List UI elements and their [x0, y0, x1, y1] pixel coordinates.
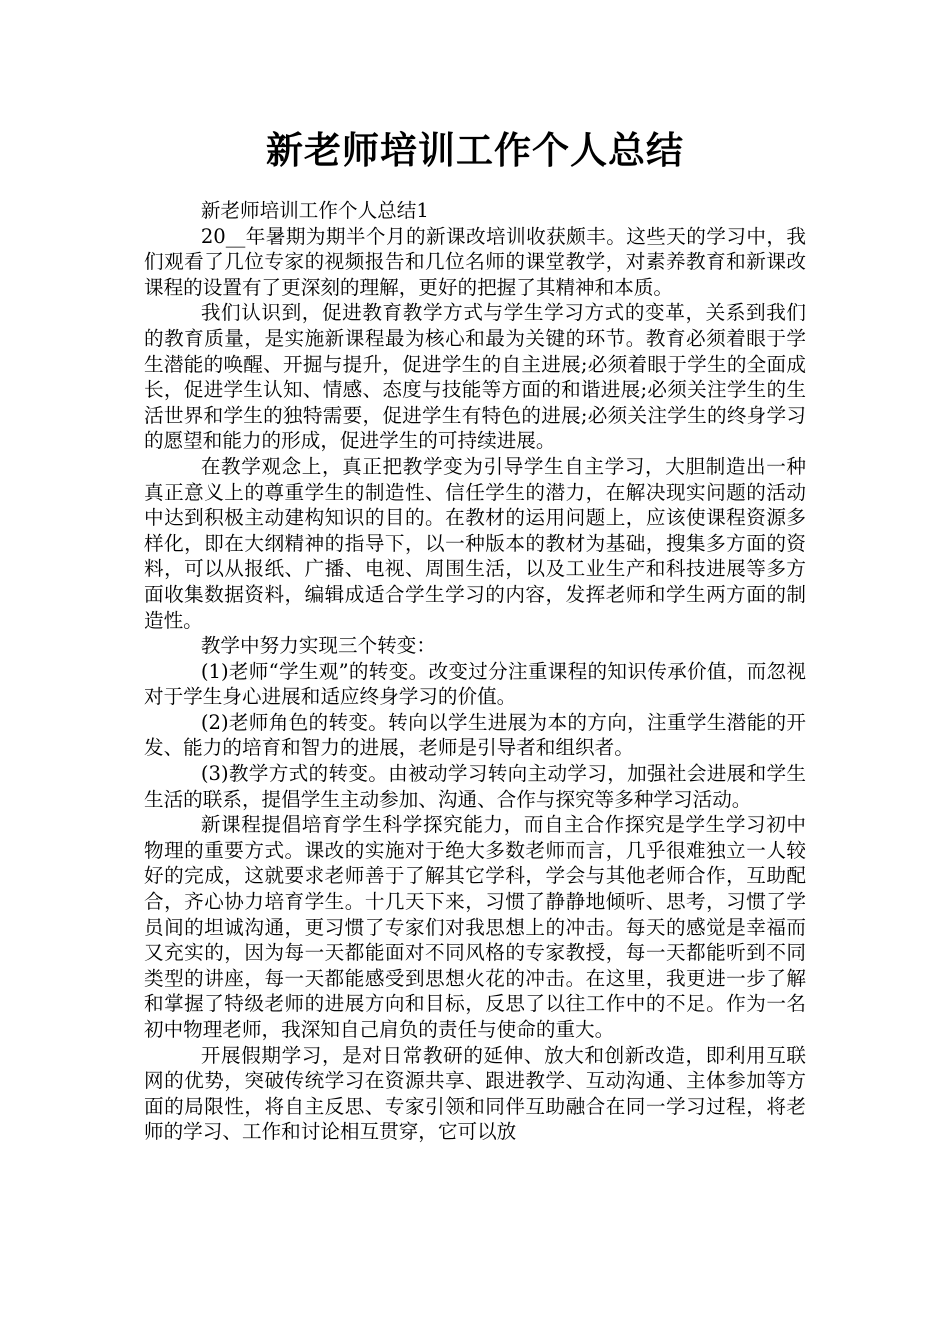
paragraph: 我们认识到，促进教育教学方式与学生学习方式的变革，关系到我们的教育质量，是实施新课程最为核心和最为关键的环节。教育必须着眼于学生潜能的唤醒、开掘与提升，促进学生的自主进展;必须着眼于学生的全面成长，促进学生认知、情感、态度与技能等方面的和谐进展;必须关注学生的生活世界和学生的独特需要，促进学生有特色的进展;必须关注学生的终身学习的愿望和能力的形成，促进学生的可持续进展。 [144, 301, 806, 453]
paragraph-heading: 新老师培训工作个人总结1 [200, 199, 429, 222]
paragraph: 20__年暑期为期半个月的新课改培训收获颇丰。这些天的学习中，我们观看了几位专家的视频报告和几位名师的课堂教学，对素养教育和新课改课程的设置有了更深刻的理解，更好的把握了其精神和本质。 [144, 224, 806, 299]
paragraph: 新课程提倡培育学生科学探究能力，而自主合作探究是学生学习初中物理的重要方式。课改的实施对于绝大多数老师而言，几乎很难独立一人较好的完成，这就要求老师善于了解其它学科，学会与其他老师合作，互助配合，齐心协力培育学生。十几天下来，习惯了静静地倾听、思考，习惯了学员间的坦诚沟通，更习惯了专家们对我思想上的冲击。每天的感觉是幸福而又充实的，因为每一天都能面对不同风格的专家教授，每一天都能听到不同类型的讲座，每一天都能感受到思想火花的冲击。在这里，我更进一步了解和掌握了特级老师的进展方向和目标，反思了以往工作中的不足。作为一名初中物理老师，我深知自己肩负的责任与使命的重大。 [144, 813, 806, 1041]
document-body [144, 198, 806, 1145]
paragraph: (1)老师“学生观”的转变。改变过分注重课程的知识传承价值，而忽视对于学生身心进展和适应终身学习的价值。 [144, 659, 806, 709]
document-title: 新老师培训工作个人总结 [266, 129, 684, 172]
paragraph: (2)老师角色的转变。转向以学生进展为本的方向，注重学生潜能的开发、能力的培育和智力的进展，老师是引导者和组织者。 [144, 710, 806, 760]
paragraph: 教学中努力实现三个转变： [200, 634, 436, 658]
paragraph: 开展假期学习，是对日常教研的延伸、放大和创新改造，即利用互联网的优势，突破传统学习在资源共享、跟进教学、互动沟通、主体参加等方面的局限性，将自主反思、专家引领和同伴互助融合在同一学习过程，将老师的学习、工作和讨论相互贯穿，它可以放 [144, 1043, 806, 1144]
paragraph: 在教学观念上，真正把教学变为引导学生自主学习，大胆制造出一种真正意义上的尊重学生的制造性、信任学生的潜力，在解决现实问题的活动中达到积极主动建构知识的目的。在教材的运用问题上，应该使课程资源多样化，即在大纲精神的指导下，以一种版本的教材为基础，搜集多方面的资料，可以从报纸、广播、电视、周围生活，以及工业生产和科技进展等多方面收集数据资料，编辑成适合学生学习的内容，发挥老师和学生两方面的制造性。 [144, 454, 806, 632]
paragraph: (3)教学方式的转变。由被动学习转向主动学习，加强社会进展和学生生活的联系，提倡学生主动参加、沟通、合作与探究等多种学习活动。 [144, 762, 806, 811]
